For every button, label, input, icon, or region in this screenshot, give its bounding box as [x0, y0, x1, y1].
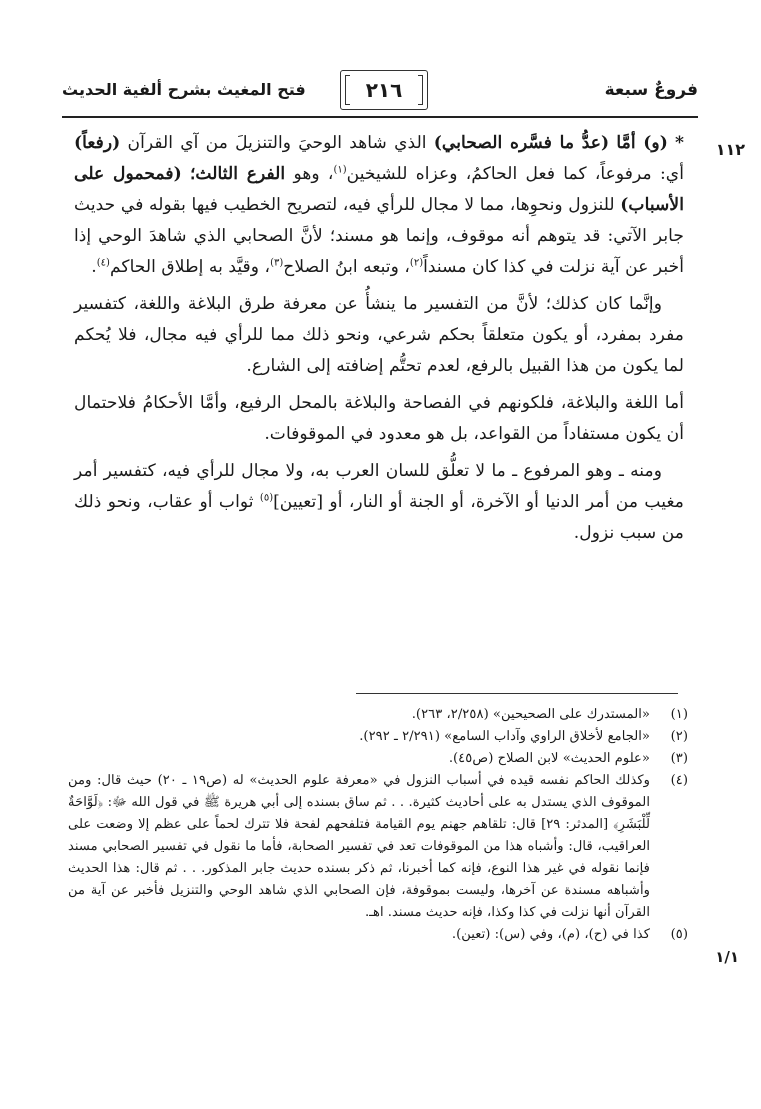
footnote-ref[interactable]: (٢)	[409, 257, 424, 269]
footnotes	[68, 704, 688, 946]
footnote-item	[68, 726, 688, 748]
footnote-separator	[356, 693, 678, 694]
main-text	[74, 128, 684, 555]
margin-mark: ١/١	[715, 948, 739, 966]
footnote-number: (٢)	[670, 729, 688, 744]
footnote-text: «المستدرك على الصحيحين» (٢/٢٥٨، ٢٦٣).	[411, 707, 650, 722]
footnote-ref[interactable]: (٥)	[259, 492, 274, 504]
footnote-text: «الجامع لأخلاق الراوي وآداب السامع» (٢/٢٩١ ـ ٢٩٢).	[359, 729, 650, 744]
paragraph-2: وإنَّما كان كذلك؛ لأنَّ من التفسير ما ينشأُ عن معرفة طرق البلاغة واللغة، كتفسير مفرد بمفرد، أو يكون متعلقاً بحكم شرعي، ونحو ذلك مما للرأي فيه مجال، فلا يُحكم لما يكون من هذا القبيل بالرفع، لعدم تحتُّم إضافته إلى الشارع.	[74, 294, 684, 376]
page-number: ٢١٦	[340, 70, 428, 110]
running-header	[62, 70, 698, 114]
footnote-ref[interactable]: (١)	[333, 164, 347, 176]
header-rule	[62, 116, 698, 118]
footnote-text: «علوم الحديث» لابن الصلاح (ص٤٥).	[448, 751, 650, 766]
footnote-number: (١)	[670, 707, 688, 722]
footnote-text: وكذلك الحاكم نفسه قيده في أسباب النزول في «معرفة علوم الحديث» له (ص١٩ ـ ٢٠) حيث قال: ومن الموقوف الذي يستدل به على أحاديث كثيرة. . . ثم ساق بسنده إلى أبي هريرة ﷺ في قول الله ﷻ: ﴿لَوَّاحَةٌ لِّلْبَشَرِ﴾ [المدثر: ٢٩] قال: تلقاهم جهنم يوم القيامة فتلفحهم لفحة فلا تترك لحماً على عظم إلا وضعت على العراقيب، قال: وأشباه هذا من الموقوفات تعد في تفسير الصحابة، فأما ما نقول في تفسير الصحابي مسند فإنما نقوله في غير هذا النوع، فإنه كما أخبرنا، ثم ذكر بسنده حديث جابر المذكور. . . ثم قال: هذا الحديث وأشباهه مسندة عن آخرها، وليست بموقوفة، فإن الصحابي الذي شاهد الوحي والتنزيل فأخبر عن آية من القرآن أنها نزلت في كذا وكذا، فإنه حديث مسند. اهـ.	[68, 773, 651, 920]
footnote-number: (٤)	[670, 773, 688, 788]
paragraph-1: * (و) أمَّا (عدُّ ما فسَّره الصحابي) الذي شاهد الوحيَ والتنزيلَ من آي القرآن (رفعاً) أي: مرفوعاً، كما فعل الحاكمُ، وعزاه للشيخين$^{(١)}$، وهو الفرع الثالث؛ (فمحمول على الأسباب) للنزول ونحوِها، مما لا مجال للرأي فيه، لتصريح الخطيب فيها بقوله في حديث جابر الآتي: قد يتوهم أنه موقوف، وإنما هو مسند؛ لأنَّ الصحابي الذي شاهدَ الوحي إذا أخبر عن آية نزلت في كذا كان مسنداً$^{(٢)}$، وتبعه ابنُ الصلاح$^{(٣)}$، وقيَّد به إطلاق الحاكم$^{(٤)}$.	[74, 133, 685, 277]
footnote-number: (٣)	[670, 751, 688, 766]
paragraph-4: ومنه ـ وهو المرفوع ـ ما لا تعلُّق للسان العرب به، ولا مجال للرأي فيه، كتفسير أمر مغيب من أمر الدنيا أو الآخرة، أو الجنة أو النار، أو [تعيين]$^{(٥)}$ ثواب أو عقاب، ونحو ذلك من سبب نزول.	[74, 461, 684, 543]
footnote-item	[68, 770, 688, 924]
footnote-text: كذا في (ح)، (م)، وفي (س): (تعين).	[451, 927, 650, 942]
star-mark: *	[675, 133, 685, 153]
book-title: فتح المغيث بشرح ألفية الحديث	[62, 80, 306, 99]
footnote-ref[interactable]: (٣)	[270, 257, 284, 269]
footnote-item	[68, 924, 688, 946]
footnote-ref[interactable]: (٤)	[96, 257, 110, 269]
paragraph-3: أما اللغة والبلاغة، فلكونهم في الفصاحة والبلاغة بالمحل الرفيع، وأمَّا الأحكامُ فلاحتمال أن يكون مستفاداً من القواعد، بل هو معدود في الموقوفات.	[74, 393, 684, 444]
chapter-title: فروعٌ سبعة	[604, 80, 698, 100]
footnote-item	[68, 748, 688, 770]
footnote-item	[68, 704, 688, 726]
footnote-number: (٥)	[670, 927, 688, 942]
verse-number: ١١٢	[715, 140, 745, 159]
